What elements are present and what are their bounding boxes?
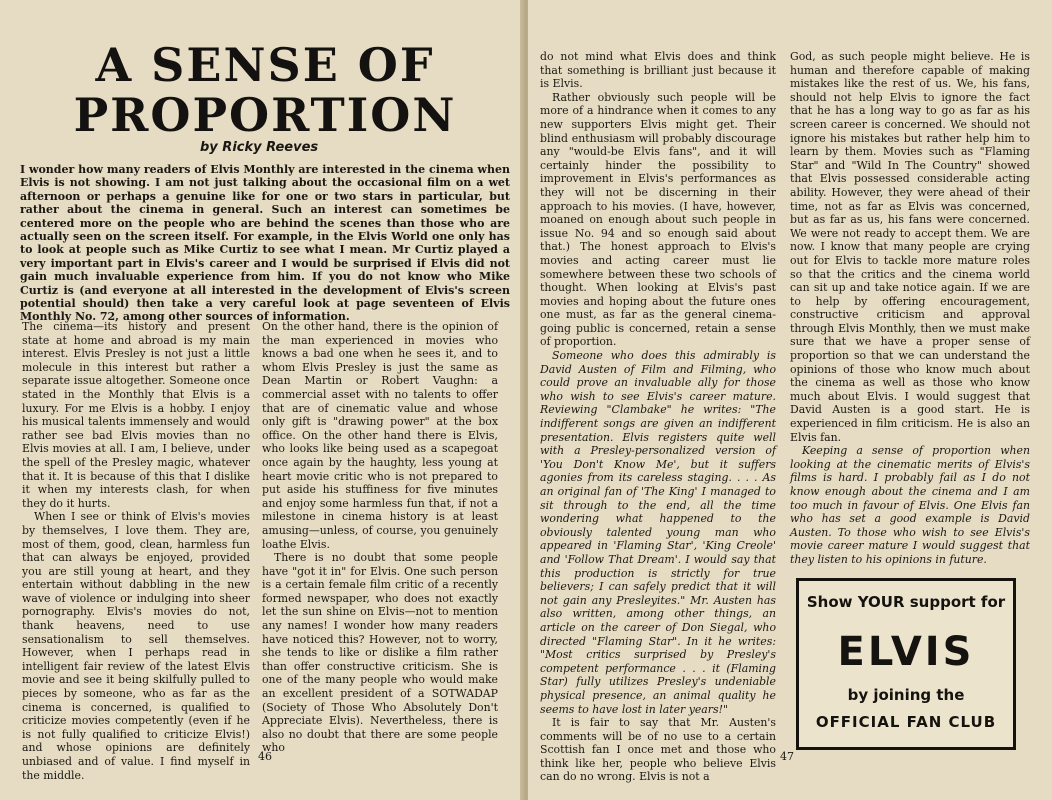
advert-elvis: ELVIS	[837, 629, 975, 675]
paragraph: Rather obviously such people will be more of a hindrance when it comes to any new supporters Elvis might get. Their blind enthusiasm will probably discourage any "would-be Elvis fans", and it will certainly hinder the possibility to improvement in Elvis's performances as they will not be discerning in their approach to his movies. (I have, however, moaned on enough about such people in issue No. 94 and so enough said about that.) The honest approach to Elvis's movies and acting career must lie somewhere between these two schools of thought. When looking at Elvis's past movies and hoping about the future ones one must, as far as the general cinema-going public is concerned, retain a sense of proportion.	[540, 90, 776, 349]
paragraph: On the other hand, there is the opinion of the man experienced in movies who knows a bad one when he sees it, and to whom Elvis Presley is just the same as Dean Martin or Robert Vaughn: a commercial asset with no talents to offer that are of cinematic value and whose only gift is "drawing power" at the box office. On the other hand there is Elvis, who looks like being used as a scapegoat once again by the haughty, less young at heart movie critic who is not prepared to put aside his stuffiness for five minutes and enjoy some harmless fun that, if not a milestone in cinema history is at least amusing—unless, of course, you genuinely loathe Elvis.	[262, 320, 498, 551]
article-title: A SENSE OF PROPORTION	[73, 38, 457, 142]
paragraph: do not mind what Elvis does and think that something is brilliant just because it is Elvis.	[540, 50, 776, 91]
column-1	[22, 320, 250, 782]
advert-line-4: OFFICIAL FAN CLUB	[815, 713, 997, 731]
paragraph: It is fair to say that Mr. Austen's comments will be of no use to a certain Scottish fan I once met and those who think like her, people who believe Elvis can do no wrong. Elvis is not a	[540, 716, 776, 784]
advert-line-3: by joining the	[847, 686, 965, 704]
paragraph: The cinema—its history and present state at home and abroad is my main interest. Elvis Presley is not just a little molecule in this interest but rather a separate issue altogether. Someone once stated in the Monthly that Elvis is a luxury. For me Elvis is a hobby. I enjoy his musical talents immensely and would rather see bad Elvis movies than no Elvis movies at all. I am, I believe, under the spell of the Presley magic, whatever that it. It is because of this that I dislike it when my interests clash, for when they do it hurts.	[22, 320, 250, 510]
column-3	[540, 50, 776, 784]
paragraph: Keeping a sense of proportion when looking at the cinematic merits of Elvis's films is hard. I probably fail as I do not know enough about the cinema and I am too much in favour of Elvis. One Elvis fan who has set a good example is David Austen. To those who wish to see Elvis's movie career mature I would suggest that they listen to his opinions in future.	[790, 444, 1030, 566]
article-byline: by Ricky Reeves	[200, 140, 319, 155]
column-2	[262, 320, 498, 755]
right-page	[528, 0, 1052, 800]
page-number-right: 47	[780, 750, 794, 763]
page-number-left: 46	[258, 750, 272, 763]
paragraph: When I see or think of Elvis's movies by themselves, I love them. They are, most of them, good, clean, harmless fun that can always be enjoyed, provided you are still young at heart, and they entertain without dabbling in the new wave of violence or indulging into sheer pornography. Elvis's movies do not, thank heavens, need to use sensationalism to sell themselves. However, when I perhaps read in intelligent fair review of the latest Elvis movie and see it being skilfully pulled to pieces by someone, who as far as the cinema is concerned, is qualified to criticize movies competently (even if he is not fully qualified to criticize Elvis!) and whose opinions are definitely unbiased and of value. I find myself in the middle.	[22, 510, 250, 782]
paragraph: There is no doubt that some people have "got it in" for Elvis. One such person is a certain female film critic of a recently formed newspaper, who does not exactly let the sun shine on Elvis—not to mention any names! I wonder how many readers have noticed this? However, not to worry, she tends to like or dislike a film rather than offer constructive criticism. She is one of the many people who would make an excellent president of a SOTWADAP (Society of Those Who Absolutely Don't Appreciate Elvis). Nevertheless, there is also no doubt that there are some people who	[262, 551, 498, 755]
column-4	[790, 50, 1030, 567]
left-page	[0, 0, 524, 800]
article-intro: I wonder how many readers of Elvis Monthly are interested in the cinema when Elvis is not showing. I am not just talking about the occasional film on a wet afternoon or perhaps a genuine like for one or two stars in particular, but rather about the cinema in general. Such an interest can sometimes be centered more on the people who are behind the scenes than those who are actually seen on the screen itself. For example, in the Elvis World one only has to look at people such as Mike Curtiz to see what I mean. Mr Curtiz played a very important part in Elvis's career and I would be surprised if Elvis did not gain much invaluable experience from him. If you do not know who Mike Curtiz is (and everyone at all interested in the development of Elvis's screen potential should) then take a very careful look at page seventeen of Elvis Monthly No. 72, among other sources of information.	[20, 163, 510, 324]
paragraph: Someone who does this admirably is David Austen of Film and Filming, who could prove an invaluable ally for those who wish to see Elvis's career mature. Reviewing "Clambake" he writes: "The indifferent songs are given an indifferent presentation. Elvis registers quite well with a Presley-personalized version of 'You Don't Know Me', but it suffers agonies from its careless staging. . . . As an original fan of 'The King' I managed to sit through to the end, all the time wondering what happened to the obviously talented young man who appeared in 'Flaming Star', 'King Creole' and 'Follow That Dream'. I would say that this production is strictly for true believers; I can safely predict that it will not gain any Presleyites." Mr. Austen has also written, among other things, an article on the career of Don Siegal, who directed "Flaming Star". In it he writes: "Most critics surprised by Presley's competent performance . . . it (Flaming Star) fully utilizes Presley's undeniable physical presence, an animal quality he seems to have lost in later years!"	[540, 349, 776, 716]
paragraph: God, as such people might believe. He is human and therefore capable of making mistakes like the rest of us. We, his fans, should not help Elvis to ignore the fact that he has a long way to go as far as his screen career is concerned. We should not ignore his mistakes but rather help him to learn by them. Movies such as "Flaming Star" and "Wild In The Country" showed that Elvis possessed considerable acting ability. However, they were ahead of their time, not as far as Elvis was concerned, but as far as us, his fans were concerned. We were not ready to accept them. We are now. I know that many people are crying out for Elvis to tackle more mature roles so that the critics and the cinema world can sit up and take notice again. If we are to help by offering encouragement, constructive criticism and approval through Elvis Monthly, then we must make sure that we have a proper sense of proportion so that we can understand the opinions of those who know much about the cinema as well as those who know much about Elvis. I would suggest that David Austen is a good start. He is experienced in film criticism. He is also an Elvis fan.	[790, 50, 1030, 444]
fan-club-advert	[796, 578, 1016, 750]
advert-line-1: Show YOUR support for	[806, 593, 1006, 611]
